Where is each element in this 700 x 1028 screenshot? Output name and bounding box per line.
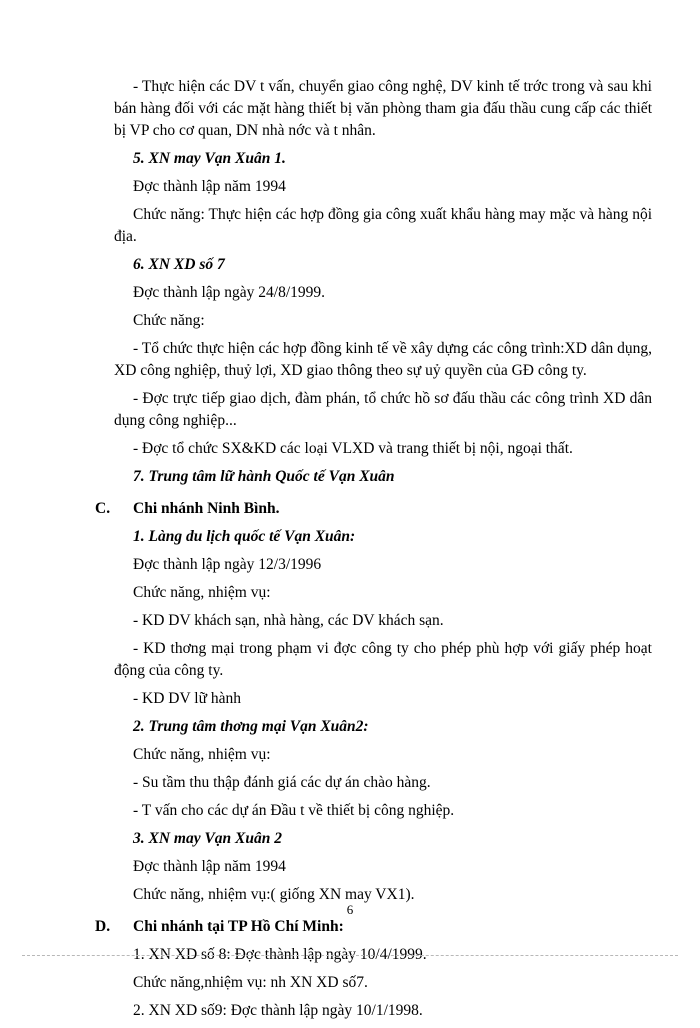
paragraph-established-1996: Đợc thành lập ngày 12/3/1996 (133, 556, 322, 573)
heading-xn-may-van-xuan-2: 3. XN may Vạn Xuân 2 (133, 830, 283, 847)
heading-xn-xd-so-7: 6. XN XD số 7 (133, 256, 225, 273)
paragraph-services: - Thực hiện các DV t vấn, chuyển giao công nghệ, DV kinh tế trớc trong và sau khi bán hàng đối với các mặt hàng thiết bị văn phòng tham gia đấu thầu cung cấp các thiết bị VP cho cơ quan, DN nhà nớc và t nhân. (114, 78, 652, 139)
paragraph-function-same: Chức năng, nhiệm vụ:( giống XN may VX1). (133, 886, 415, 903)
section-c-letter: C. (95, 500, 111, 517)
section-d-letter: D. (95, 918, 111, 935)
paragraph-function-like-7: Chức năng,nhiệm vụ: nh XN XD số7. (133, 974, 368, 991)
section-c-heading (95, 498, 652, 520)
page-number: 6 (346, 902, 354, 917)
section-c-title: Chi nhánh Ninh Bình. (133, 500, 280, 517)
heading-trade-center: 2. Trung tâm thơng mại Vạn Xuân2: (133, 718, 369, 735)
paragraph-organize-contracts: - Tổ chức thực hiện các hợp đồng kinh tế về xây dựng các công trình:XD dân dụng, XD công nghiệp, thuỷ lợi, XD giao thông theo sự uỷ quyền của GĐ công ty. (114, 340, 652, 379)
heading-travel-center: 7. Trung tâm lữ hành Quốc tế Vạn Xuân (133, 468, 395, 485)
paragraph-production-trade: - Đợc tổ chức SX&KD các loại VLXD và trang thiết bị nội, ngoại thất. (133, 440, 573, 457)
page-content (95, 76, 652, 1028)
heading-xn-may-van-xuan-1: 5. XN may Vạn Xuân 1. (133, 150, 286, 167)
paragraph-consulting: - T vấn cho các dự án Đầu t về thiết bị công nghiệp. (133, 802, 455, 819)
paragraph-function-label: Chức năng: (133, 312, 205, 329)
paragraph-xn-xd-so-9: 2. XN XD số9: Đợc thành lập ngày 10/1/1998. (133, 1002, 423, 1019)
paragraph-function-garment: Chức năng: Thực hiện các hợp đồng gia công xuất khẩu hàng may mặc và hàng nội địa. (114, 206, 652, 245)
paragraph-function-duty-label-2: Chức năng, nhiệm vụ: (133, 746, 271, 763)
paragraph-travel-services: - KD DV lữ hành (133, 690, 241, 707)
footer-divider (22, 955, 678, 956)
paragraph-negotiation: - Đợc trực tiếp giao dịch, đàm phán, tổ chức hồ sơ đấu thầu các công trình XD dân dụng công nghiệp... (114, 390, 652, 429)
paragraph-xn-xd-so-8: 1. XN XD số 8: Đợc thành lập ngày 10/4/1999. (133, 946, 427, 963)
heading-tourism-village: 1. Làng du lịch quốc tế Vạn Xuân: (133, 528, 356, 545)
paragraph-established-1994: Đợc thành lập năm 1994 (133, 178, 286, 195)
paragraph-function-duty-label: Chức năng, nhiệm vụ: (133, 584, 271, 601)
paragraph-established-1999: Đợc thành lập ngày 24/8/1999. (133, 284, 326, 301)
paragraph-hotel-services: - KD DV khách sạn, nhà hàng, các DV khách sạn. (133, 612, 444, 629)
section-d-title: Chi nhánh tại TP Hồ Chí Minh: (133, 918, 344, 935)
paragraph-trade-scope: - KD thơng mại trong phạm vi đợc công ty cho phép phù hợp với giấy phép hoạt động của công ty. (114, 640, 652, 679)
paragraph-established-1994-b: Đợc thành lập năm 1994 (133, 858, 286, 875)
section-d-heading (95, 916, 652, 938)
paragraph-collect-evaluate: - Su tầm thu thập đánh giá các dự án chào hàng. (133, 774, 431, 791)
